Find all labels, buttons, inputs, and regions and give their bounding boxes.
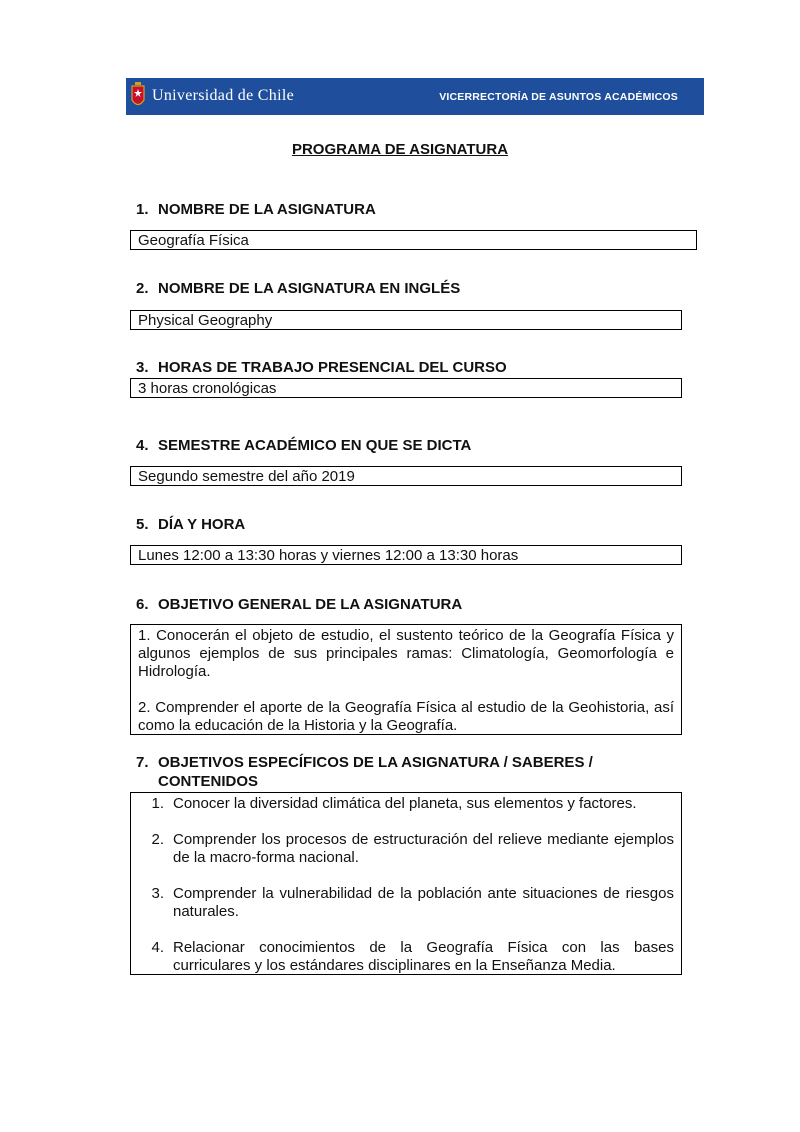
list-item bbox=[138, 939, 674, 975]
section-1-box bbox=[130, 230, 697, 250]
section-7-heading bbox=[136, 753, 656, 791]
section-title: OBJETIVOS ESPECÍFICOS DE LA ASIGNATURA / SABERES / CONTENIDOS bbox=[158, 754, 593, 790]
section-6-box bbox=[130, 624, 682, 735]
section-7-box bbox=[130, 792, 682, 975]
section-title: NOMBRE DE LA ASIGNATURA EN INGLÉS bbox=[158, 280, 461, 297]
list-item bbox=[138, 795, 674, 813]
section-number: 2. bbox=[136, 280, 149, 297]
section-title: SEMESTRE ACADÉMICO EN QUE SE DICTA bbox=[158, 437, 472, 454]
section-title: NOMBRE DE LA ASIGNATURA bbox=[158, 201, 376, 218]
list-item-text: Comprender los procesos de estructuración del relieve mediante ejemplos de la macro-forma nacional. bbox=[173, 831, 674, 866]
general-objective-paragraph: 1. Conocerán el objeto de estudio, el sustento teórico de la Geografía Física y algunos ejemplos de sus principales ramas: Climatología, Geomorfología e Hidrología. bbox=[138, 627, 674, 680]
list-item-number: 3. bbox=[151, 885, 164, 902]
university-seal-icon bbox=[130, 82, 146, 111]
list-item-text: Conocer la diversidad climática del planeta, sus elementos y factores. bbox=[173, 795, 637, 812]
section-3-heading bbox=[136, 359, 656, 376]
university-name: Universidad de Chile bbox=[152, 87, 294, 104]
list-item-number: 1. bbox=[151, 795, 164, 812]
semester: Segundo semestre del año 2019 bbox=[138, 468, 355, 485]
general-objective-paragraph: 2. Comprender el aporte de la Geografía Física al estudio de la Geohistoria, así como la educación de la Historia y la Geografía. bbox=[138, 699, 674, 734]
section-number: 1. bbox=[136, 201, 149, 218]
section-5-box bbox=[130, 545, 682, 565]
list-item bbox=[138, 885, 674, 921]
list-item-text: Comprender la vulnerabilidad de la población ante situaciones de riesgos naturales. bbox=[173, 885, 674, 920]
list-item-number: 2. bbox=[151, 831, 164, 848]
section-title: HORAS DE TRABAJO PRESENCIAL DEL CURSO bbox=[158, 359, 507, 376]
section-title: DÍA Y HORA bbox=[158, 516, 246, 533]
section-number: 7. bbox=[136, 754, 149, 771]
header-banner bbox=[126, 78, 704, 115]
section-number: 5. bbox=[136, 516, 149, 533]
section-3-box bbox=[130, 378, 682, 398]
document-title: PROGRAMA DE ASIGNATURA bbox=[291, 141, 509, 158]
specific-objectives-list bbox=[138, 795, 674, 975]
office-name: VICERRECTORÍA DE ASUNTOS ACADÉMICOS bbox=[439, 91, 678, 103]
section-number: 4. bbox=[136, 437, 149, 454]
section-6-heading bbox=[136, 596, 656, 613]
section-5-heading bbox=[136, 516, 656, 533]
schedule: Lunes 12:00 a 13:30 horas y viernes 12:00 a 13:30 horas bbox=[138, 547, 519, 564]
course-name-english: Physical Geography bbox=[138, 312, 273, 329]
section-number: 3. bbox=[136, 359, 149, 376]
section-title: OBJETIVO GENERAL DE LA ASIGNATURA bbox=[158, 596, 463, 613]
section-1-heading bbox=[136, 201, 656, 218]
list-item bbox=[138, 831, 674, 867]
section-4-heading bbox=[136, 437, 656, 454]
course-hours: 3 horas cronológicas bbox=[138, 380, 277, 397]
list-item-text: Relacionar conocimientos de la Geografía Física con las bases curriculares y los estándares disciplinares en la Enseñanza Media. bbox=[173, 939, 674, 974]
section-number: 6. bbox=[136, 596, 149, 613]
section-2-heading bbox=[136, 280, 656, 297]
section-4-box bbox=[130, 466, 682, 486]
course-name: Geografía Física bbox=[138, 232, 249, 249]
list-item-number: 4. bbox=[151, 939, 164, 956]
section-2-box bbox=[130, 310, 682, 330]
